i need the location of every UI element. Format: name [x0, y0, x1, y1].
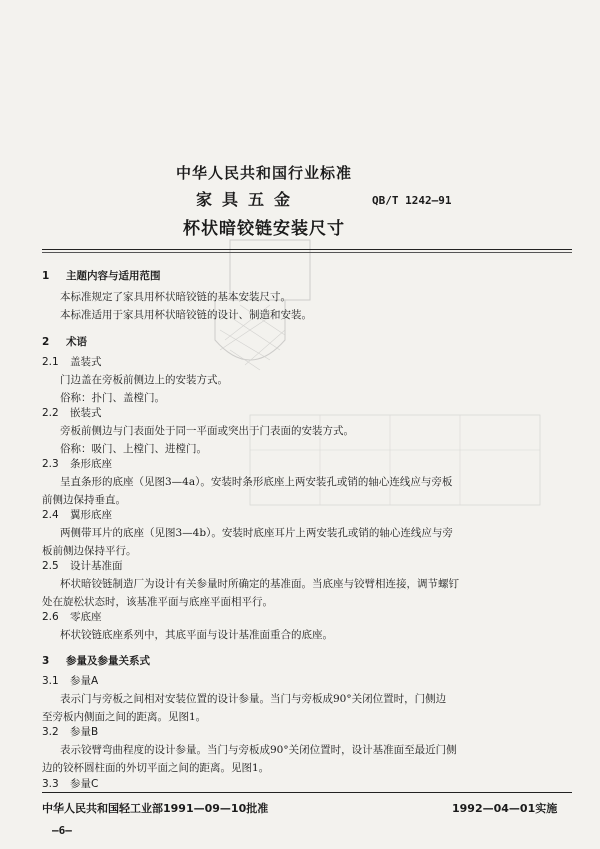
subsection-heading: 3.2 参量B	[42, 726, 99, 738]
body-line: 表示门与旁板之间相对安装位置的设计参量。当门与旁板成90°关闭位置时，门侧边	[60, 693, 447, 705]
subsection-heading: 2.5 设计基准面	[42, 560, 123, 572]
body-line: 处在旋松状态时，该基准平面与底座平面相平行。	[42, 596, 273, 608]
subsection-heading: 2.3 条形底座	[42, 458, 112, 470]
section-heading: 2 术语	[42, 336, 87, 348]
body-line: 两侧带耳片的底座（见图3—4b）。安装时底座耳片上两安装孔或销的轴心连线应与旁	[60, 527, 453, 539]
implementation-date: 1992—04—01实施	[452, 802, 558, 815]
body-line: 前侧边保持垂直。	[42, 494, 126, 506]
subsection-heading: 2.4 翼形底座	[42, 509, 112, 521]
body-line: 本标准适用于家具用杯状暗铰链的设计、制造和安装。	[60, 309, 312, 321]
body-line: 俗称：吸门、上樘门、进樘门。	[60, 443, 207, 455]
standard-code: QB/T 1242—91	[372, 194, 452, 207]
document-title: 杯状暗铰链安装尺寸	[183, 219, 345, 239]
body-line: 表示铰臂弯曲程度的设计参量。当门与旁板成90°关闭位置时，设计基准面至最近门侧	[60, 744, 457, 756]
subsection-heading: 3.1 参量A	[42, 675, 99, 687]
category-title: 家具五金	[196, 190, 301, 209]
body-line: 板前侧边保持平行。	[42, 545, 137, 557]
body-line: 杯状暗铰链制造厂为设计有关参量时所确定的基准面。当底座与铰臂相连接，调节螺钉	[60, 578, 459, 590]
subsection-heading: 2.1 盖装式	[42, 356, 102, 368]
body-line: 至旁板内侧面之间的距离。见图1。	[42, 711, 207, 723]
body-line: 边的铰杯圆柱面的外切平面之间的距离。见图1。	[42, 762, 270, 774]
section-heading: 3 参量及参量关系式	[42, 655, 150, 667]
approval-line: 中华人民共和国轻工业部1991—09—10批准	[42, 802, 269, 815]
section-heading: 1 主题内容与适用范围	[42, 270, 161, 282]
header-rule-secondary	[42, 252, 572, 253]
header-rule	[42, 249, 572, 250]
body-line: 杯状铰链底座系列中，其底平面与设计基准面重合的底座。	[60, 629, 333, 641]
body-line: 呈直条形的底座（见图3—4a）。安装时条形底座上两安装孔或销的轴心连线应与旁板	[60, 476, 453, 488]
body-line: 本标准规定了家具用杯状暗铰链的基本安装尺寸。	[60, 291, 291, 303]
page-number: —6—	[52, 824, 72, 837]
issuing-authority: 中华人民共和国行业标准	[176, 164, 353, 182]
body-line: 旁板前侧边与门表面处于同一平面或突出于门表面的安装方式。	[60, 425, 354, 437]
subsection-heading: 2.2 嵌装式	[42, 407, 102, 419]
subsection-heading: 2.6 零底座	[42, 611, 102, 623]
footer-rule	[42, 792, 572, 793]
body-line: 俗称：扑门、盖樘门。	[60, 392, 165, 404]
subsection-heading: 3.3 参量C	[42, 778, 99, 790]
body-line: 门边盖在旁板前侧边上的安装方式。	[60, 374, 228, 386]
